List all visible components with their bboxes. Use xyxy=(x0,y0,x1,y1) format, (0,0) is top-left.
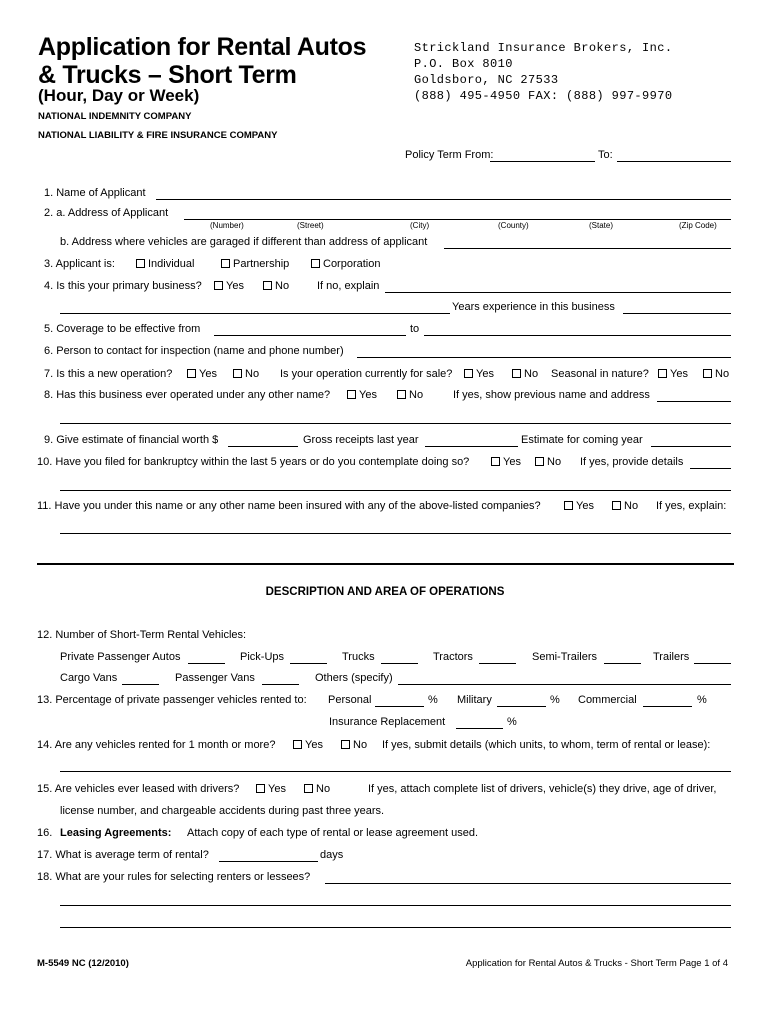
q8-ifyes-label: If yes, show previous name and address xyxy=(453,389,650,401)
if-no-explain-label: If no, explain xyxy=(317,280,380,292)
q5-label: 5. Coverage to be effective from xyxy=(44,323,201,335)
if-no-explain-field[interactable] xyxy=(385,292,731,293)
q7-seasonal-yes-checkbox[interactable] xyxy=(658,368,688,381)
years-experience-field[interactable] xyxy=(623,313,731,314)
addr-street-caption: (Street) xyxy=(297,221,324,230)
personal-percent-field[interactable] xyxy=(375,706,424,707)
commercial-label: Commercial xyxy=(578,694,637,706)
checkbox-icon xyxy=(263,281,272,290)
yes-label: Yes xyxy=(268,783,286,795)
long-rental-details-field[interactable] xyxy=(60,771,731,772)
policy-term-to-label: To: xyxy=(598,149,613,161)
previous-name-field[interactable] xyxy=(657,401,731,402)
q13-label: 13. Percentage of private passenger vehicles rented to: xyxy=(37,694,307,706)
gross-receipts-field[interactable] xyxy=(425,446,518,447)
q10-yes-checkbox[interactable] xyxy=(491,456,521,469)
q15-label: 15. Are vehicles ever leased with drivers? xyxy=(37,783,240,795)
checkbox-icon xyxy=(564,501,573,510)
broker-address1: P.O. Box 8010 xyxy=(414,57,513,71)
q11-label: 11. Have you under this name or any other name been insured with any of the above-listed companies? xyxy=(37,500,541,512)
average-term-field[interactable] xyxy=(219,861,318,862)
broker-phone: (888) 495-4950 FAX: (888) 997-9970 xyxy=(414,89,673,103)
q8-no-checkbox[interactable] xyxy=(397,389,423,402)
bankruptcy-details-field[interactable] xyxy=(690,468,731,469)
q9-label: 9. Give estimate of financial worth $ xyxy=(44,434,219,446)
military-percent-sign: % xyxy=(550,694,560,706)
private-passenger-autos-label: Private Passenger Autos xyxy=(60,651,181,663)
q14-label: 14. Are any vehicles rented for 1 month or more? xyxy=(37,739,276,751)
no-label: No xyxy=(353,739,368,751)
others-field[interactable] xyxy=(398,684,731,685)
addr-state-caption: (State) xyxy=(589,221,614,230)
individual-label: Individual xyxy=(148,258,195,270)
form-subtitle: (Hour, Day or Week) xyxy=(38,86,200,105)
q14-ifyes-label: If yes, submit details (which units, to whom, term of rental or lease): xyxy=(382,739,711,751)
checkbox-icon xyxy=(612,501,621,510)
q8-yes-checkbox[interactable] xyxy=(347,389,377,402)
q3-label: 3. Applicant is: xyxy=(44,258,115,270)
partnership-checkbox[interactable] xyxy=(221,258,289,271)
no-label: No xyxy=(316,783,331,795)
addr-county-caption: (County) xyxy=(498,221,529,230)
q10-label: 10. Have you filed for bankruptcy within the last 5 years or do you contemplate doing so? xyxy=(37,456,470,468)
checkbox-icon xyxy=(658,369,667,378)
no-label: No xyxy=(409,389,424,401)
policy-term-to-field[interactable] xyxy=(617,161,731,162)
q2b-label: b. Address where vehicles are garaged if different than address of applicant xyxy=(60,236,428,248)
coverage-from-field[interactable] xyxy=(214,335,406,336)
explain-continuation-field[interactable] xyxy=(60,313,450,314)
broker-name: Strickland Insurance Brokers, Inc. xyxy=(414,41,673,55)
q12-label: 12. Number of Short-Term Rental Vehicles: xyxy=(37,629,247,641)
checkbox-icon xyxy=(256,784,265,793)
garage-address-field[interactable] xyxy=(444,248,731,249)
yes-label: Yes xyxy=(305,739,323,751)
cargo-vans-label: Cargo Vans xyxy=(60,672,118,684)
estimate-coming-year-label: Estimate for coming year xyxy=(521,434,643,446)
q16-bold-label: Leasing Agreements: xyxy=(60,827,172,839)
military-label: Military xyxy=(457,694,492,706)
semi-trailers-label: Semi-Trailers xyxy=(532,651,597,663)
yes-label: Yes xyxy=(476,368,494,380)
estimate-coming-year-field[interactable] xyxy=(651,446,731,447)
insurance-replacement-label: Insurance Replacement xyxy=(329,716,446,728)
private-passenger-autos-field[interactable] xyxy=(188,663,225,664)
q7-sale-label: Is your operation currently for sale? xyxy=(280,368,453,380)
corporation-checkbox[interactable] xyxy=(311,258,380,271)
q6-label: 6. Person to contact for inspection (name and phone number) xyxy=(44,345,344,357)
corporation-label: Corporation xyxy=(323,258,381,270)
q7-sale-no-checkbox[interactable] xyxy=(512,368,538,381)
checkbox-icon xyxy=(512,369,521,378)
addr-zip-caption: (Zip Code) xyxy=(679,221,717,230)
no-label: No xyxy=(547,456,562,468)
checkbox-icon xyxy=(703,369,712,378)
q15-continuation: license number, and chargeable accidents during past three years. xyxy=(60,805,385,817)
q11-no-checkbox[interactable] xyxy=(612,500,638,513)
no-label: No xyxy=(524,368,539,380)
q14-no-checkbox[interactable] xyxy=(341,739,367,752)
page-label: Application for Rental Autos & Trucks - Short Term Page 1 of 4 xyxy=(465,958,728,969)
trailers-field[interactable] xyxy=(694,663,731,664)
insured-explain-field[interactable] xyxy=(60,533,731,534)
tractors-field[interactable] xyxy=(479,663,516,664)
form-title-line2: & Trucks – Short Term xyxy=(38,61,297,89)
checkbox-icon xyxy=(221,259,230,268)
checkbox-icon xyxy=(214,281,223,290)
q7-no-checkbox[interactable] xyxy=(233,368,259,381)
personal-label: Personal xyxy=(328,694,372,706)
checkbox-icon xyxy=(311,259,320,268)
checkbox-icon xyxy=(491,457,500,466)
no-label: No xyxy=(715,368,730,380)
yes-label: Yes xyxy=(670,368,688,380)
yes-label: Yes xyxy=(359,389,377,401)
checkbox-icon xyxy=(535,457,544,466)
q14-yes-checkbox[interactable] xyxy=(293,739,323,752)
checkbox-icon xyxy=(347,390,356,399)
military-percent-field[interactable] xyxy=(497,706,546,707)
section-title: DESCRIPTION AND AREA OF OPERATIONS xyxy=(265,586,505,598)
q17-label: 17. What is average term of rental? xyxy=(37,849,209,861)
coverage-to-label: to xyxy=(410,323,420,335)
q10-no-checkbox[interactable] xyxy=(535,456,561,469)
partnership-label: Partnership xyxy=(233,258,290,270)
semi-trailers-field[interactable] xyxy=(604,663,641,664)
gross-receipts-label: Gross receipts last year xyxy=(303,434,419,446)
financial-worth-field[interactable] xyxy=(228,446,298,447)
q2a-label: 2. a. Address of Applicant xyxy=(44,207,169,219)
trucks-label: Trucks xyxy=(342,651,375,663)
pickups-label: Pick-Ups xyxy=(240,651,285,663)
years-experience-label: Years experience in this business xyxy=(452,301,615,313)
individual-checkbox[interactable] xyxy=(136,258,194,271)
q16-number: 16. xyxy=(37,827,53,839)
checkbox-icon xyxy=(464,369,473,378)
no-label: No xyxy=(624,500,639,512)
checkbox-icon xyxy=(233,369,242,378)
checkbox-icon xyxy=(397,390,406,399)
cargo-vans-field[interactable] xyxy=(122,684,159,685)
q7-label: 7. Is this a new operation? xyxy=(44,368,173,380)
addr-city-caption: (City) xyxy=(410,221,430,230)
days-label: days xyxy=(320,849,344,861)
section-divider xyxy=(37,563,734,565)
passenger-vans-field[interactable] xyxy=(262,684,299,685)
company-1: NATIONAL INDEMNITY COMPANY xyxy=(38,111,192,122)
yes-label: Yes xyxy=(226,280,244,292)
yes-label: Yes xyxy=(576,500,594,512)
insurance-replacement-percent-sign: % xyxy=(507,716,517,728)
q1-label: 1. Name of Applicant xyxy=(44,187,146,199)
q15-no-checkbox[interactable] xyxy=(304,783,330,796)
yes-label: Yes xyxy=(199,368,217,380)
checkbox-icon xyxy=(341,740,350,749)
tractors-label: Tractors xyxy=(433,651,473,663)
trailers-label: Trailers xyxy=(653,651,690,663)
checkbox-icon xyxy=(187,369,196,378)
q7-sale-yes-checkbox[interactable] xyxy=(464,368,494,381)
policy-term-from-label: Policy Term From: xyxy=(405,149,494,161)
coverage-to-field[interactable] xyxy=(424,335,731,336)
q11-ifyes-label: If yes, explain: xyxy=(656,500,727,512)
no-label: No xyxy=(275,280,290,292)
q4-no-checkbox[interactable] xyxy=(263,280,289,293)
renter-rules-line3-field[interactable] xyxy=(60,927,731,928)
trucks-field[interactable] xyxy=(381,663,418,664)
q7-seasonal-label: Seasonal in nature? xyxy=(551,368,649,380)
pickups-field[interactable] xyxy=(290,663,327,664)
passenger-vans-label: Passenger Vans xyxy=(175,672,255,684)
previous-name-continuation-field[interactable] xyxy=(60,423,731,424)
form-title-line1: Application for Rental Autos xyxy=(38,33,367,61)
no-label: No xyxy=(245,368,260,380)
company-2: NATIONAL LIABILITY & FIRE INSURANCE COMPANY xyxy=(38,130,278,141)
q11-yes-checkbox[interactable] xyxy=(564,500,594,513)
q7-yes-checkbox[interactable] xyxy=(187,368,217,381)
form-number: M-5549 NC (12/2010) xyxy=(37,958,129,969)
broker-address2: Goldsboro, NC 27533 xyxy=(414,73,559,87)
contact-person-field[interactable] xyxy=(357,357,731,358)
q8-label: 8. Has this business ever operated under any other name? xyxy=(44,389,331,401)
addr-number-caption: (Number) xyxy=(210,221,244,230)
bankruptcy-continuation-field[interactable] xyxy=(60,490,731,491)
q4-label: 4. Is this your primary business? xyxy=(44,280,202,292)
policy-term-from-field[interactable] xyxy=(490,161,595,162)
q4-yes-checkbox[interactable] xyxy=(214,280,244,293)
applicant-name-field[interactable] xyxy=(156,199,731,200)
insurance-replacement-field[interactable] xyxy=(456,728,503,729)
applicant-address-field[interactable] xyxy=(184,219,731,220)
renter-rules-field[interactable] xyxy=(325,883,731,884)
personal-percent-sign: % xyxy=(428,694,438,706)
q16-text: Attach copy of each type of rental or lease agreement used. xyxy=(187,827,479,839)
q7-seasonal-no-checkbox[interactable] xyxy=(703,368,729,381)
q18-label: 18. What are your rules for selecting renters or lessees? xyxy=(37,871,311,883)
checkbox-icon xyxy=(304,784,313,793)
yes-label: Yes xyxy=(503,456,521,468)
others-label: Others (specify) xyxy=(315,672,393,684)
q15-ifyes-label: If yes, attach complete list of drivers, vehicle(s) they drive, age of driver, xyxy=(368,783,717,795)
q15-yes-checkbox[interactable] xyxy=(256,783,286,796)
commercial-percent-sign: % xyxy=(697,694,707,706)
commercial-percent-field[interactable] xyxy=(643,706,692,707)
checkbox-icon xyxy=(136,259,145,268)
q10-ifyes-label: If yes, provide details xyxy=(580,456,684,468)
renter-rules-line2-field[interactable] xyxy=(60,905,731,906)
checkbox-icon xyxy=(293,740,302,749)
